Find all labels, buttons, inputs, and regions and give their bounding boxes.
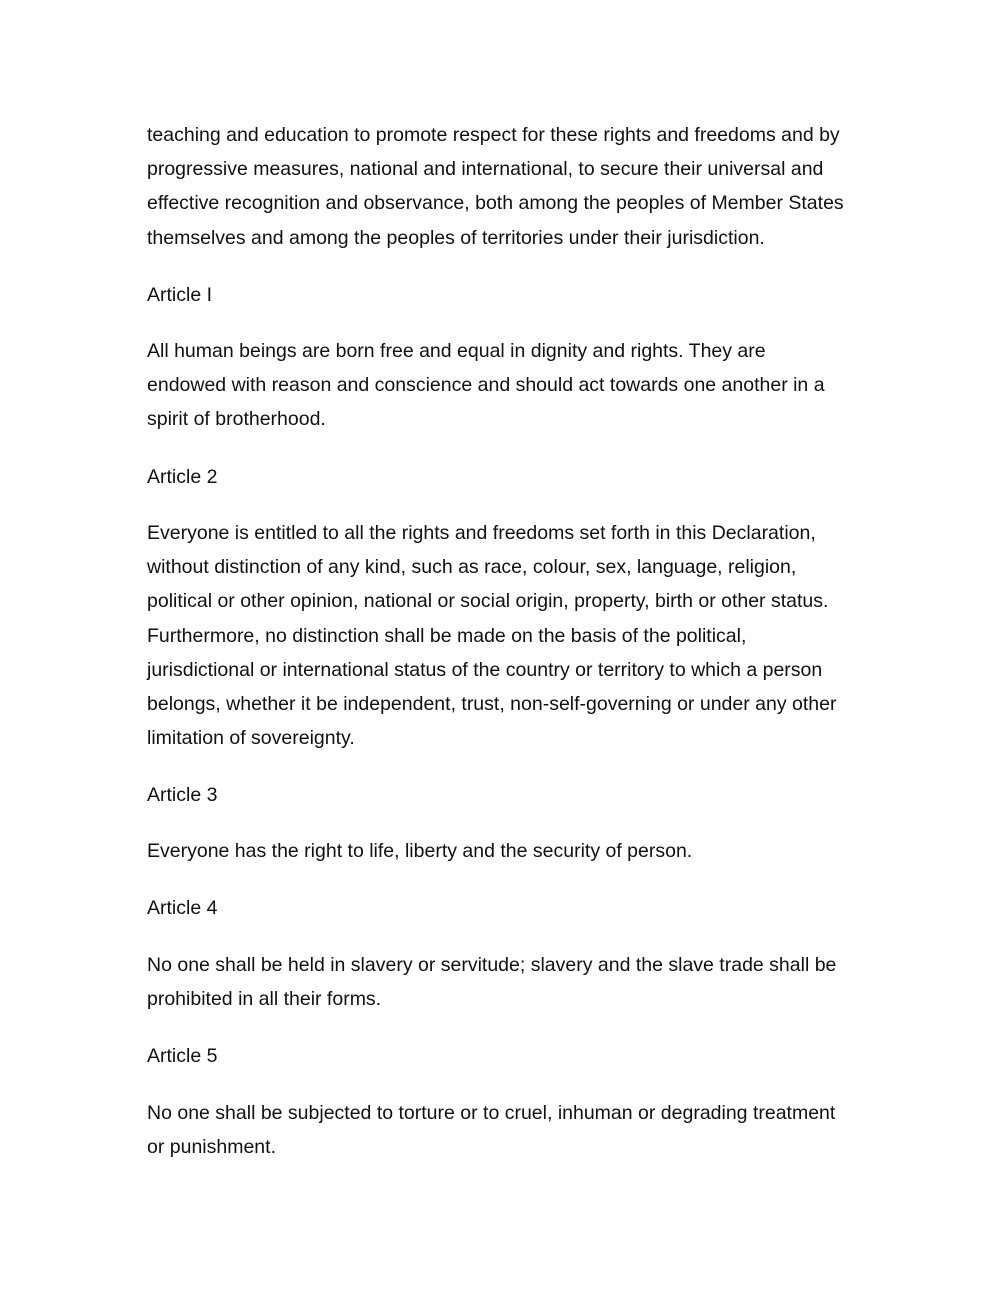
text-line: endowed with reason and conscience and should act towards one another in a <box>147 374 825 397</box>
text-line: No one shall be subjected to torture or to cruel, inhuman or degrading treatment <box>147 1102 836 1124</box>
article-2-paragraph <box>147 516 867 755</box>
text-line: Everyone is entitled to all the rights and freedoms set forth in this Declaration, <box>147 522 816 544</box>
text-line: prohibited in all their forms. <box>147 988 382 1011</box>
text-line: without distinction of any kind, such as race, colour, sex, language, religion, <box>147 556 797 579</box>
text-line: belongs, whether it be independent, trust, non-self-governing or under any other <box>147 693 837 716</box>
text-line: themselves and among the peoples of territories under their jurisdiction. <box>147 226 765 249</box>
text-line: No one shall be held in slavery or servitude; slavery and the slave trade shall be <box>147 954 837 976</box>
text-line: All human beings are born free and equal in dignity and rights. They are <box>147 340 766 362</box>
article-5-heading: Article 5 <box>147 1045 218 1067</box>
intro-paragraph <box>147 118 867 255</box>
text-line: effective recognition and observance, both among the peoples of Member States <box>147 192 844 215</box>
article-1-heading: Article I <box>147 284 213 306</box>
article-4-paragraph <box>147 948 867 1016</box>
text-line: spirit of brotherhood. <box>147 408 326 431</box>
article-1-paragraph <box>147 334 867 437</box>
text-line: Furthermore, no distinction shall be made on the basis of the political, <box>147 624 747 647</box>
article-3-heading: Article 3 <box>147 784 218 806</box>
article-4-heading: Article 4 <box>147 897 218 919</box>
article-2-heading: Article 2 <box>147 466 218 488</box>
text-line: political or other opinion, national or social origin, property, birth or other status. <box>147 590 829 613</box>
text-line: Everyone has the right to life, liberty and the security of person. <box>147 840 693 862</box>
text-line: teaching and education to promote respect for these rights and freedoms and by <box>147 124 840 146</box>
article-5-paragraph <box>147 1096 867 1164</box>
text-line: or punishment. <box>147 1136 276 1159</box>
article-3-paragraph <box>147 834 867 868</box>
text-line: limitation of sovereignty. <box>147 727 355 750</box>
text-line: progressive measures, national and international, to secure their universal and <box>147 158 824 181</box>
text-line: jurisdictional or international status of the country or territory to which a person <box>147 658 823 681</box>
